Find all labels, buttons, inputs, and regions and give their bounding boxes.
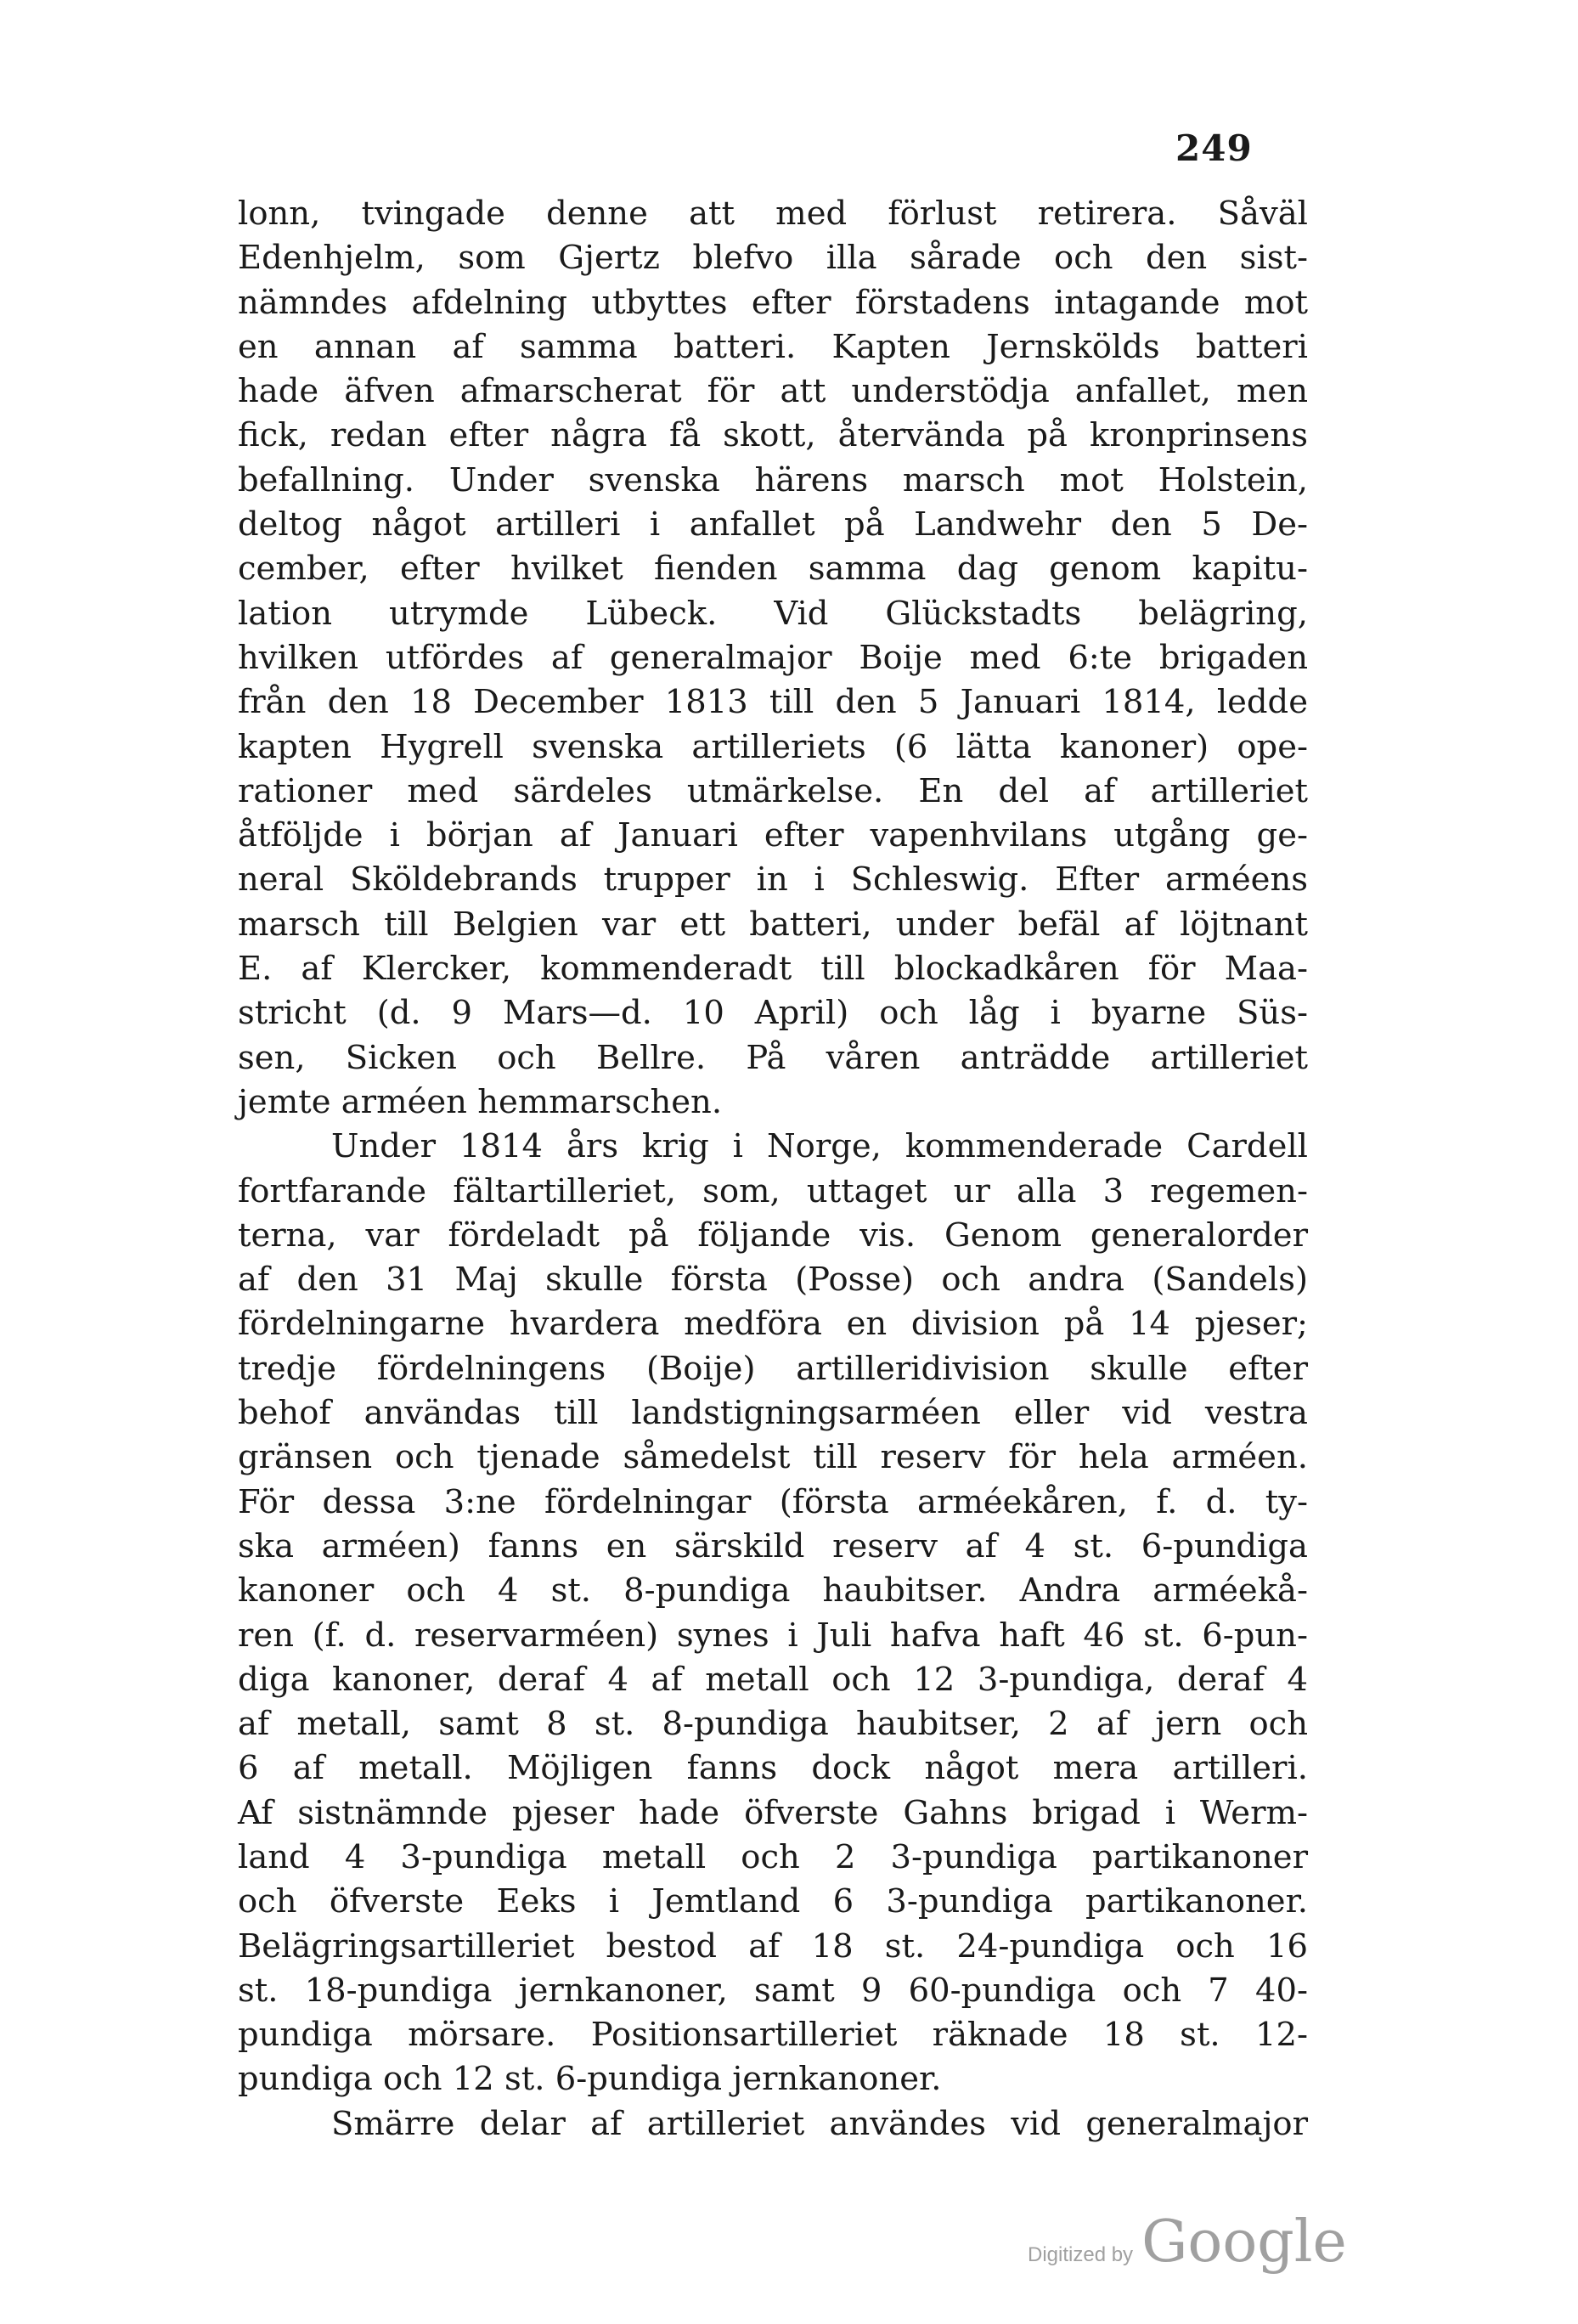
- text-line: behof användas till landstigningsarméen eller vid vestra: [238, 1394, 1308, 1433]
- text-line: lation utrymde Lübeck. Vid Glückstadts belägring,: [238, 594, 1308, 633]
- google-logo: Google: [1141, 2208, 1347, 2276]
- text-line: Smärre delar af artilleriet användes vid generalmajor: [331, 2104, 1308, 2143]
- text-line: gränsen och tjenade såmedelst till reserv för hela arméen.: [238, 1438, 1308, 1477]
- digitized-footer: [1028, 2208, 1347, 2276]
- text-line: 6 af metall. Möjligen fanns dock något mera artilleri.: [238, 1749, 1308, 1788]
- text-line: kapten Hygrell svenska artilleriets (6 lätta kanoner) ope-: [238, 727, 1308, 766]
- text-line: pundiga mörsare. Positionsartilleriet räknade 18 st. 12-: [238, 2016, 1308, 2055]
- text-line: terna, var fördeladt på följande vis. Genom generalorder: [238, 1216, 1308, 1255]
- body-text: [238, 192, 1308, 2146]
- text-line: hvilken utfördes af generalmajor Boije med 6:te brigaden: [238, 638, 1308, 677]
- text-line: fick, redan efter några få skott, återvända på kronprinsens: [238, 416, 1308, 455]
- text-line: nämndes afdelning utbyttes efter förstadens intagande mot: [238, 283, 1308, 322]
- text-line: af metall, samt 8 st. 8-pundiga haubitser, 2 af jern och: [238, 1705, 1308, 1744]
- text-line: E. af Klercker, kommenderadt till blockadkåren för Maa-: [238, 950, 1308, 989]
- text-line: tredje fördelningens (Boije) artilleridivision skulle efter: [238, 1349, 1308, 1388]
- text-line: lonn, tvingade denne att med förlust retirera. Såväl: [238, 195, 1308, 233]
- text-line: från den 18 December 1813 till den 5 Januari 1814, ledde: [238, 683, 1308, 722]
- text-line: land 4 3-pundiga metall och 2 3-pundiga partikanoner: [238, 1837, 1308, 1876]
- text-line: stricht (d. 9 Mars—d. 10 April) och låg i byarne Süs-: [238, 994, 1308, 1033]
- text-line: diga kanoner, deraf 4 af metall och 12 3-pundiga, deraf 4: [238, 1660, 1308, 1699]
- text-line: befallning. Under svenska härens marsch mot Holstein,: [238, 460, 1308, 499]
- text-line: jemte arméen hemmarschen.: [238, 1082, 723, 1121]
- text-line: ska arméen) fanns en särskild reserv af 4 st. 6-pundiga: [238, 1526, 1308, 1565]
- text-line: hade äfven afmarscherat för att understödja anfallet, men: [238, 372, 1308, 411]
- digitized-by-label: Digitized by: [1028, 2243, 1134, 2266]
- text-line: åtföljde i början af Januari efter vapenhvilans utgång ge-: [238, 816, 1308, 855]
- text-line: fördelningarne hvardera medföra en division på 14 pjeser;: [238, 1305, 1308, 1344]
- text-line: Edenhjelm, som Gjertz blefvo illa sårade och den sist-: [238, 239, 1308, 278]
- text-line: marsch till Belgien var ett batteri, under befäl af löjtnant: [238, 905, 1308, 944]
- text-line: rationer med särdeles utmärkelse. En del af artilleriet: [238, 771, 1308, 810]
- text-line: deltog något artilleri i anfallet på Landwehr den 5 De-: [238, 505, 1308, 544]
- text-line: och öfverste Eeks i Jemtland 6 3-pundiga partikanoner.: [238, 1882, 1308, 1921]
- text-line: sen, Sicken och Bellre. På våren anträdde artilleriet: [238, 1038, 1308, 1077]
- text-line: kanoner och 4 st. 8-pundiga haubitser. Andra arméekå-: [238, 1571, 1308, 1610]
- text-line: pundiga och 12 st. 6-pundiga jernkanoner.: [238, 2060, 942, 2099]
- text-line: cember, efter hvilket fienden samma dag genom kapitu-: [238, 550, 1308, 589]
- text-line: För dessa 3:ne fördelningar (första arméekåren, f. d. ty-: [238, 1482, 1308, 1521]
- text-line: fortfarande fältartilleriet, som, uttaget ur alla 3 regemen-: [238, 1171, 1308, 1210]
- text-line: Af sistnämnde pjeser hade öfverste Gahns brigad i Werm-: [238, 1793, 1308, 1832]
- text-line: af den 31 Maj skulle första (Posse) och andra (Sandels): [238, 1261, 1308, 1300]
- text-line: Under 1814 års krig i Norge, kommenderade Cardell: [331, 1127, 1308, 1166]
- page-number: 249: [1175, 127, 1253, 169]
- text-line: Belägringsartilleriet bestod af 18 st. 24-pundiga och 16: [238, 1926, 1308, 1966]
- text-line: st. 18-pundiga jernkanoner, samt 9 60-pundiga och 7 40-: [238, 1971, 1308, 2010]
- text-line: neral Sköldebrands trupper in i Schleswig. Efter arméens: [238, 860, 1308, 900]
- text-line: en annan af samma batteri. Kapten Jernskölds batteri: [238, 327, 1308, 366]
- text-line: ren (f. d. reservarméen) synes i Juli hafva haft 46 st. 6-pun-: [238, 1616, 1308, 1655]
